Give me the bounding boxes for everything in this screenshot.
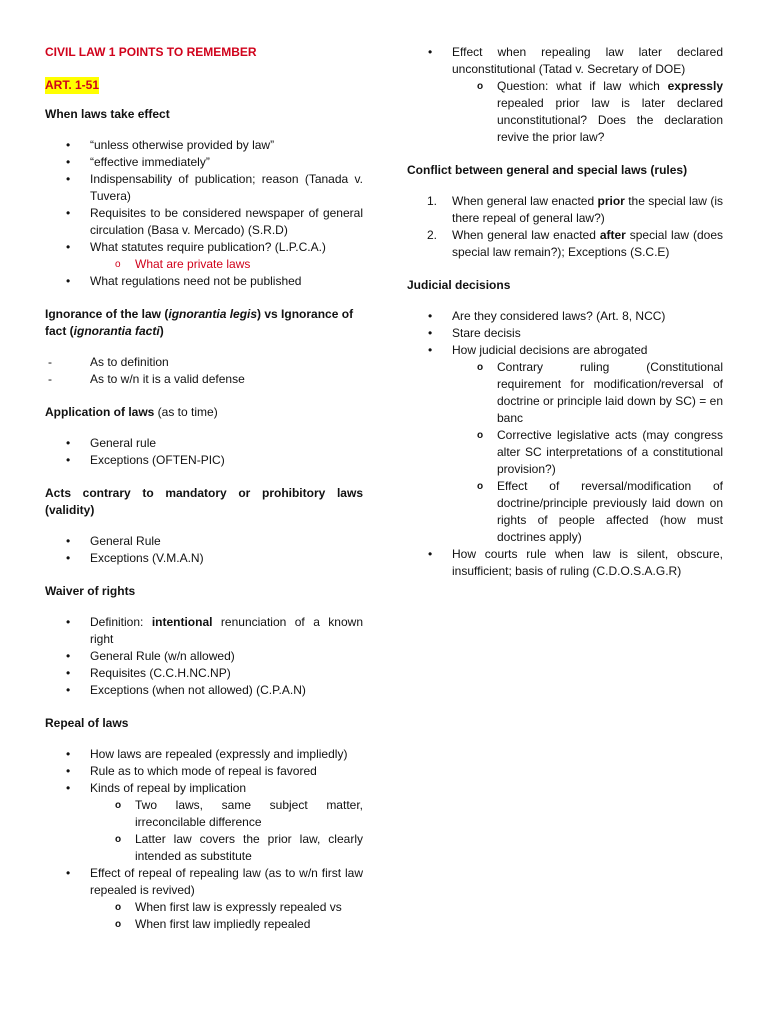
bullet-icon: • xyxy=(66,683,71,697)
bullet-icon: • xyxy=(428,45,433,59)
bullet-icon: • xyxy=(66,666,71,680)
article-range: ART. 1-51 xyxy=(45,78,100,92)
sub-list-item: o Two laws, same subject matter, irreconcilable difference xyxy=(115,798,363,829)
document-title: CIVIL LAW 1 POINTS TO REMEMBER xyxy=(45,45,257,59)
sub-list-item: o Contrary ruling (Constitutional requirement for modification/reversal of doctrine or principle laid down by SC) = en banc xyxy=(477,360,723,425)
bullet-icon: • xyxy=(66,747,71,761)
heading-conflict-general-special: Conflict between general and special laws (rules) xyxy=(407,163,688,177)
sub-bullet-icon: o xyxy=(477,81,484,92)
list-item: • “effective immediately” xyxy=(66,155,210,169)
list-item: • Effect when repealing law later declared unconstitutional (Tatad v. Secretary of DOE) xyxy=(428,45,723,76)
list-item: - As to definition xyxy=(48,355,169,369)
bullet-icon: • xyxy=(66,206,71,220)
heading-acts-contrary: Acts contrary to mandatory or prohibitory laws (validity) xyxy=(45,486,363,517)
dash-icon: - xyxy=(48,372,52,386)
list-item: • General rule xyxy=(66,436,157,450)
list-item: • Exceptions (OFTEN-PIC) xyxy=(66,453,225,467)
bullet-icon: • xyxy=(428,309,433,323)
numbered-item: 2. When general law enacted after special law (does special law remain?); Exceptions (S.C.E) xyxy=(427,228,723,259)
list-item: • How courts rule when law is silent, obscure, insufficient; basis of ruling (C.D.O.S.A.G.R) xyxy=(428,547,723,578)
list-item: • Effect of repeal of repealing law (as to w/n first law repealed is revived) xyxy=(66,866,363,897)
heading-when-laws-take-effect: When laws take effect xyxy=(45,107,170,121)
bullet-icon: • xyxy=(66,781,71,795)
list-judicial-decisions xyxy=(407,308,723,580)
bullet-icon: • xyxy=(66,436,71,450)
bullet-icon: • xyxy=(66,615,71,629)
list-application-of-laws xyxy=(45,435,363,469)
bullet-icon: • xyxy=(66,155,71,169)
sub-bullet-icon: o xyxy=(115,834,122,845)
bullet-icon: • xyxy=(66,453,71,467)
sub-list-item: o What are private laws xyxy=(115,257,251,271)
list-when-laws-take-effect xyxy=(45,137,363,290)
list-item: • Exceptions (when not allowed) (C.P.A.N) xyxy=(66,683,306,697)
sub-list-item: o When first law is expressly repealed vs xyxy=(115,900,342,914)
list-item: • General Rule xyxy=(66,534,161,548)
sub-bullet-icon: o xyxy=(477,481,484,492)
bullet-icon: • xyxy=(66,866,71,880)
list-item: • Kinds of repeal by implication xyxy=(66,781,247,795)
heading-judicial-decisions: Judicial decisions xyxy=(407,278,511,292)
circle-bullet-icon: o xyxy=(115,259,121,270)
heading-waiver-of-rights: Waiver of rights xyxy=(45,584,136,598)
bullet-icon: • xyxy=(428,547,433,561)
heading-repeal-of-laws: Repeal of laws xyxy=(45,716,129,730)
list-item: • Definition: intentional renunciation of a known right xyxy=(66,615,363,646)
list-item: • Stare decisis xyxy=(428,326,521,340)
heading-application-of-laws: Application of laws (as to time) xyxy=(45,405,218,419)
sub-list-item: o Corrective legislative acts (may congress alter SC interpretations of a constitutional provision?) xyxy=(477,428,723,476)
bullet-icon: • xyxy=(428,326,433,340)
list-item: • What statutes require publication? (L.P.C.A.) xyxy=(66,240,326,254)
numbered-item: 1. When general law enacted prior the special law (is there repeal of general law?) xyxy=(427,194,723,225)
list-item: • How laws are repealed (expressly and impliedly) xyxy=(66,747,348,761)
left-column xyxy=(45,44,363,949)
sub-bullet-icon: o xyxy=(115,919,122,930)
list-item: • Are they considered laws? (Art. 8, NCC) xyxy=(428,309,666,323)
right-column xyxy=(407,44,723,596)
bullet-icon: • xyxy=(66,138,71,152)
sub-list-item: o When first law impliedly repealed xyxy=(115,917,311,931)
bullet-icon: • xyxy=(66,534,71,548)
list-conflict-general-special xyxy=(407,193,723,261)
bullet-icon: • xyxy=(66,274,71,288)
sub-bullet-icon: o xyxy=(477,362,484,373)
bullet-icon: • xyxy=(66,172,71,186)
list-item: • Requisites to be considered newspaper of general circulation (Basa v. Mercado) (S.R.D) xyxy=(66,206,363,237)
sub-bullet-icon: o xyxy=(115,902,122,913)
list-item: • General Rule (w/n allowed) xyxy=(66,649,235,663)
sub-list-item: o Latter law covers the prior law, clearly intended as substitute xyxy=(115,832,363,863)
list-item: • Exceptions (V.M.A.N) xyxy=(66,551,204,565)
bullet-icon: • xyxy=(428,343,433,357)
sub-list-item: o Question: what if law which expressly repealed prior law is later declared unconstitutional? Does the declaration revive the prior law? xyxy=(477,79,723,144)
list-item: • Requisites (C.C.H.NC.NP) xyxy=(66,666,231,680)
sub-bullet-icon: o xyxy=(115,800,122,811)
list-repealing-law-unconstitutional xyxy=(407,44,723,146)
sub-list-item: o Effect of reversal/modification of doctrine/principle previously laid down on rights of people affected (how must doctrines apply) xyxy=(477,479,723,544)
bullet-icon: • xyxy=(66,649,71,663)
sub-bullet-icon: o xyxy=(477,430,484,441)
dash-icon: - xyxy=(48,355,52,369)
list-item: • Indispensability of publication; reason (Tanada v. Tuvera) xyxy=(66,172,363,203)
list-waiver-of-rights xyxy=(45,614,363,699)
heading-ignorance-of-law: Ignorance of the law (ignorantia legis) vs Ignorance of fact (ignorantia facti) xyxy=(45,307,354,338)
list-item: - As to w/n it is a valid defense xyxy=(48,372,245,386)
list-item: • What regulations need not be published xyxy=(66,274,302,288)
list-acts-contrary xyxy=(45,533,363,567)
bullet-icon: • xyxy=(66,764,71,778)
list-item: • How judicial decisions are abrogated xyxy=(428,343,648,357)
bullet-icon: • xyxy=(66,240,71,254)
list-repeal-of-laws xyxy=(45,746,363,933)
list-item: • “unless otherwise provided by law” xyxy=(66,138,275,152)
list-item: • Rule as to which mode of repeal is favored xyxy=(66,764,317,778)
bullet-icon: • xyxy=(66,551,71,565)
list-ignorance-of-law xyxy=(45,354,363,388)
